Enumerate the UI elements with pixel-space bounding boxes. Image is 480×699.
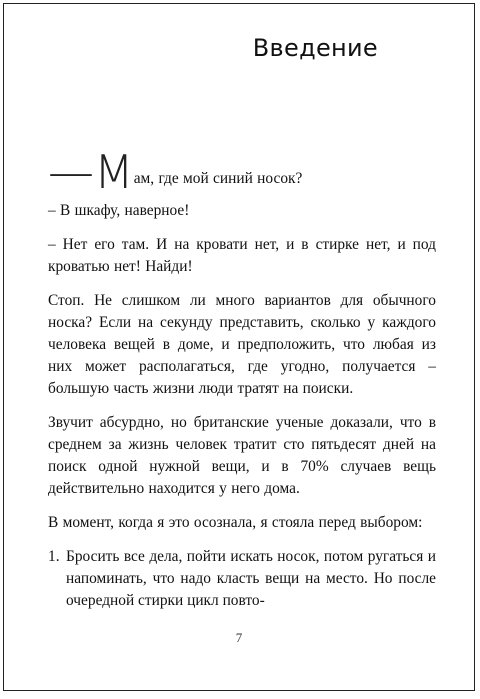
dialogue-line-1 [48, 145, 436, 199]
dialogue-line-3: – Нет его там. И на кровати нет, и в стирке нет, и под кроватью нет! Найди! [48, 236, 436, 275]
list-item-number: 1. [48, 548, 60, 565]
dialogue-line-2: – В шкафу, наверное! [48, 202, 190, 219]
paragraph-2: Звучит абсурдно, но британские ученые доказали, что в среднем за жизнь человек тратит сто пятьдесят дней на поиск одной нужной вещи, и в 70% случаев вещь действительно находится у него дома. [48, 414, 436, 497]
book-page [3, 3, 475, 691]
dialogue-line-1-text: ам, где мой синий носок? [133, 170, 303, 187]
paragraph-3: В момент, когда я это осознала, я стояла перед выбором: [48, 514, 423, 531]
list-item-text: Бросить все дела, пойти искать носок, потом ругаться и напоминать, что надо класть вещи на место. Но после очередной стирки цикл повто- [66, 548, 436, 609]
chapter-title: Введение [252, 34, 378, 62]
list-item [48, 546, 436, 612]
drop-cap: —М [48, 145, 134, 199]
paragraph-1: Стоп. Не слишком ли много вариантов для обычного носка? Если на секунду представить, сколько у каждого человека вещей в доме, и предположить, что любая из них может располагаться, где угодно, получается – большую часть жизни люди тратят на поиски. [48, 292, 436, 397]
page-number: 7 [235, 630, 243, 645]
page-body [48, 145, 436, 612]
